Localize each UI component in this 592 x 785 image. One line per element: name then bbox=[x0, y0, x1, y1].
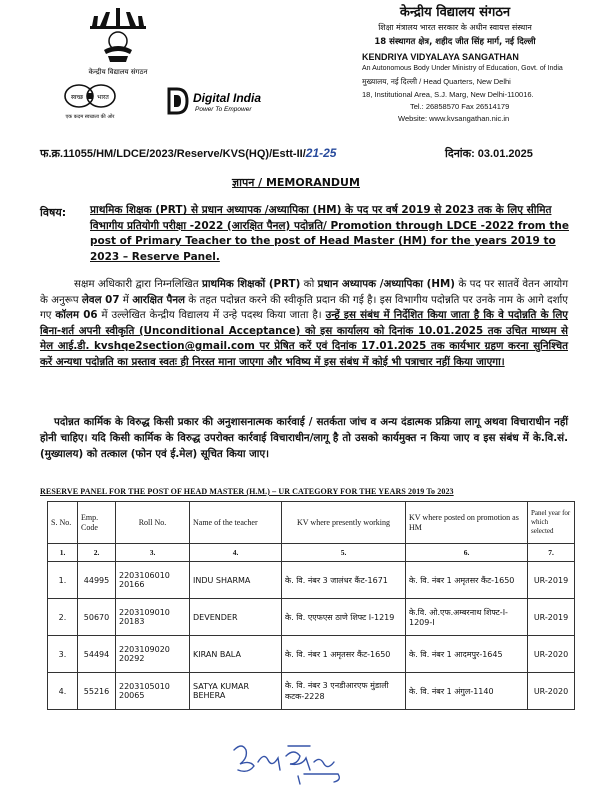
col-number: 3. bbox=[116, 544, 190, 562]
table-row bbox=[48, 673, 575, 710]
cell-roll-no: 2203109020 20292 bbox=[116, 636, 190, 673]
cell-emp-code: 54494 bbox=[78, 636, 116, 673]
cell-posted-kv: के. वि. नंबर 1 आदमपुर-1645 bbox=[406, 636, 528, 673]
cell-panel-year: UR-2019 bbox=[528, 599, 575, 636]
autonomous-body-text: An Autonomous Body Under Ministry of Education, Govt. of India bbox=[362, 65, 563, 72]
svg-text:भारत: भारत bbox=[97, 94, 109, 101]
header-panel-year: Panel year for which selected bbox=[528, 502, 575, 544]
para1-text-2: को bbox=[300, 278, 318, 290]
cell-panel-year: UR-2019 bbox=[528, 562, 575, 599]
cell-teacher-name: DEVENDER bbox=[190, 599, 282, 636]
header-teacher-name: Name of the teacher bbox=[190, 502, 282, 544]
signature-icon bbox=[228, 740, 358, 785]
reserve-panel-table bbox=[47, 501, 575, 710]
cell-sno: 3. bbox=[48, 636, 78, 673]
reference-date: दिनांक: 03.01.2025 bbox=[445, 148, 533, 160]
cell-sno: 2. bbox=[48, 599, 78, 636]
header-posted-kv: KV where posted on promotion as HM bbox=[406, 502, 528, 544]
cell-panel-year: UR-2020 bbox=[528, 636, 575, 673]
svg-text:एक कदम स्वच्छता की ओर: एक कदम स्वच्छता की ओर bbox=[65, 114, 115, 120]
table-header-row bbox=[48, 502, 575, 544]
para1-text-4: में bbox=[119, 293, 133, 306]
address-hindi: 18 संस्थागत क्षेत्र, शहीद जीत सिंह मार्ग, नई दिल्ली bbox=[374, 37, 536, 47]
svg-text:Digital India: Digital India bbox=[193, 91, 262, 105]
col-number: 6. bbox=[406, 544, 528, 562]
svg-text:Power To Empower: Power To Empower bbox=[195, 106, 252, 113]
ministry-hindi: शिक्षा मंत्रालय भारत सरकार के अधीन स्वायत्त संस्थान bbox=[378, 23, 532, 32]
handwritten-number: 21-25 bbox=[305, 146, 337, 160]
header-emp-code: Emp. Code bbox=[78, 502, 116, 544]
memo-title: ज्ञापन / MEMORANDUM bbox=[232, 176, 360, 189]
hq-line: मुख्यालय, नई दिल्ली / Head Quarters, New Delhi bbox=[362, 77, 511, 86]
para1-bold-4: आरक्षित पैनल bbox=[132, 293, 186, 306]
reference-number: फ.क्र.11055/HM/LDCE/2023/Reserve/KVS(HQ)/Estt-II/ bbox=[40, 148, 306, 160]
para1-instruction: उन्हें इस संबंध में निर्देशित किया जाता है कि वे पदोन्नति के लिए बिना-शर्त अपनी स्वीकृति (Unconditional Acceptance) को इस कार्यालय को दिनांक 10.01.2025 तक उचित माध्यम से मेल आई.डी. kvshqe2section@gmail.com पर प्रेषित करें एवं दिनांक 17.01.2025 तक कार्यभार ग्रहण करना सुनिश्चित करें अन्यथा पदोन्नति का प्रस्ताव स्वतः ही निरस्त माना जाएगा और भविष्य में इस संबंध में कोई भी पत्राचार नहीं किया जाएगा। bbox=[40, 309, 569, 368]
cell-posted-kv: के.वि. ओ.एफ.अम्बरनाथ शिफ्ट-I-1209-I bbox=[406, 599, 528, 636]
svg-text:केन्द्रीय विद्यालय संगठन: केन्द्रीय विद्यालय संगठन bbox=[88, 68, 148, 76]
table-row bbox=[48, 599, 575, 636]
para1-text-5: के तहत पदोन्नत करने की स्वीकृति प्रदान की गई है। इस विभागीय पदोन्नति पर उनके नाम के आगे दर्शाए गए bbox=[40, 293, 568, 322]
cell-teacher-name: SATYA KUMAR BEHERA bbox=[190, 673, 282, 710]
para1-bold-1: प्राथमिक शिक्षकों (PRT) bbox=[201, 278, 301, 290]
paragraph-2: पदोन्नत कार्मिक के विरुद्ध किसी प्रकार की अनुशासनात्मक कार्रवाई / सतर्कता जांच व अन्य दंडात्मक प्रक्रिया लागू अथवा विचाराधीन नहीं होनी चाहिए। यदि किसी कार्मिक के विरुद्ध उपरोक्त कार्रवाई विचाराधीन/लागू है तो उसको कार्यमुक्त न किया जाए व इस संबंध में के.वि.सं. (मुख्यालय) को तत्काल (फोन एवं ई.मेल) सूचित किया जाए। bbox=[40, 416, 568, 460]
subject-label: विषय: bbox=[40, 206, 67, 219]
swachh-bharat-logo-icon bbox=[60, 80, 120, 122]
table-number-row bbox=[48, 544, 575, 562]
cell-teacher-name: KIRAN BALA bbox=[190, 636, 282, 673]
para1-text-6: में उल्लेखित केन्द्रीय विद्यालय में उन्हे पदस्थ किया जाता है। bbox=[97, 309, 326, 322]
cell-emp-code: 44995 bbox=[78, 562, 116, 599]
cell-panel-year: UR-2020 bbox=[528, 673, 575, 710]
para1-bold-2: प्रधान अध्यापक /अध्यापिका (HM) bbox=[317, 278, 455, 290]
para1-text-3: के पद पर सातवें वेतन आयोग के अनुरूप bbox=[40, 278, 568, 306]
cell-roll-no: 2203105010 20065 bbox=[116, 673, 190, 710]
cell-posted-kv: के. वि. नंबर 1 अंगुल-1140 bbox=[406, 673, 528, 710]
cell-emp-code: 55216 bbox=[78, 673, 116, 710]
col-number: 7. bbox=[528, 544, 575, 562]
cell-posted-kv: के. वि. नंबर 1 अमृतसर कैंट-1650 bbox=[406, 562, 528, 599]
col-number: 4. bbox=[190, 544, 282, 562]
address-english: 18, Institutional Area, S.J. Marg, New Delhi-110016. bbox=[362, 90, 534, 99]
header-roll-no: Roll No. bbox=[116, 502, 190, 544]
subject-text: प्राथमिक शिक्षक (PRT) से प्रधान अध्यापक /अध्यापिका (HM) के पद पर वर्ष 2019 से 2023 तक के लिए सीमित विभागीय प्रतियोगी परीक्षा -2022 (आरक्षित पैनल) पदोन्नति/ Promotion through LDCE -2022 from the post of Primary Teacher to the post of Head Master (HM) for the years 2019 to 2023 – Reserve Panel. bbox=[90, 204, 570, 263]
col-number: 1. bbox=[48, 544, 78, 562]
header-sno: S. No. bbox=[48, 502, 78, 544]
cell-roll-no: 2203109010 20183 bbox=[116, 599, 190, 636]
cell-sno: 1. bbox=[48, 562, 78, 599]
header-present-kv: KV where presently working bbox=[282, 502, 406, 544]
para1-text-1: सक्षम अधिकारी द्वारा निम्नलिखित bbox=[74, 278, 202, 290]
svg-text:स्वच्छ: स्वच्छ bbox=[70, 94, 84, 101]
cell-teacher-name: INDU SHARMA bbox=[190, 562, 282, 599]
table-title: RESERVE PANEL FOR THE POST OF HEAD MASTER (H.M.) – UR CATEGORY FOR THE YEARS 2019 To 2023 bbox=[40, 487, 454, 496]
cell-sno: 4. bbox=[48, 673, 78, 710]
kvs-logo-icon bbox=[80, 4, 156, 78]
table-row bbox=[48, 636, 575, 673]
website: Website: www.kvsangathan.nic.in bbox=[398, 114, 510, 123]
para1-bold-3: लेवल 07 bbox=[81, 293, 120, 306]
cell-roll-no: 2203106010 20166 bbox=[116, 562, 190, 599]
tel-fax: Tel.: 26858570 Fax 26514179 bbox=[410, 102, 510, 111]
digital-india-logo-icon bbox=[165, 86, 275, 120]
org-name-hindi: केन्द्रीय विद्यालय संगठन bbox=[399, 5, 511, 20]
col-number: 5. bbox=[282, 544, 406, 562]
col-number: 2. bbox=[78, 544, 116, 562]
table-row bbox=[48, 562, 575, 599]
para1-bold-5: कॉलम 06 bbox=[55, 309, 98, 322]
paragraph-1 bbox=[40, 277, 568, 371]
cell-emp-code: 50670 bbox=[78, 599, 116, 636]
reference-line bbox=[40, 146, 560, 161]
cell-present-kv: के. वि. नंबर 3 एनडीआरएफ मुंडाली कटक-2228 bbox=[282, 673, 406, 710]
cell-present-kv: के. वि. एएफएस ठाणे शिफ्ट I-1219 bbox=[282, 599, 406, 636]
cell-present-kv: के. वि. नंबर 3 जालंधर कैंट-1671 bbox=[282, 562, 406, 599]
org-name-english: KENDRIYA VIDYALAYA SANGATHAN bbox=[362, 52, 519, 62]
cell-present-kv: के. वि. नंबर 1 अमृतसर कैंट-1650 bbox=[282, 636, 406, 673]
